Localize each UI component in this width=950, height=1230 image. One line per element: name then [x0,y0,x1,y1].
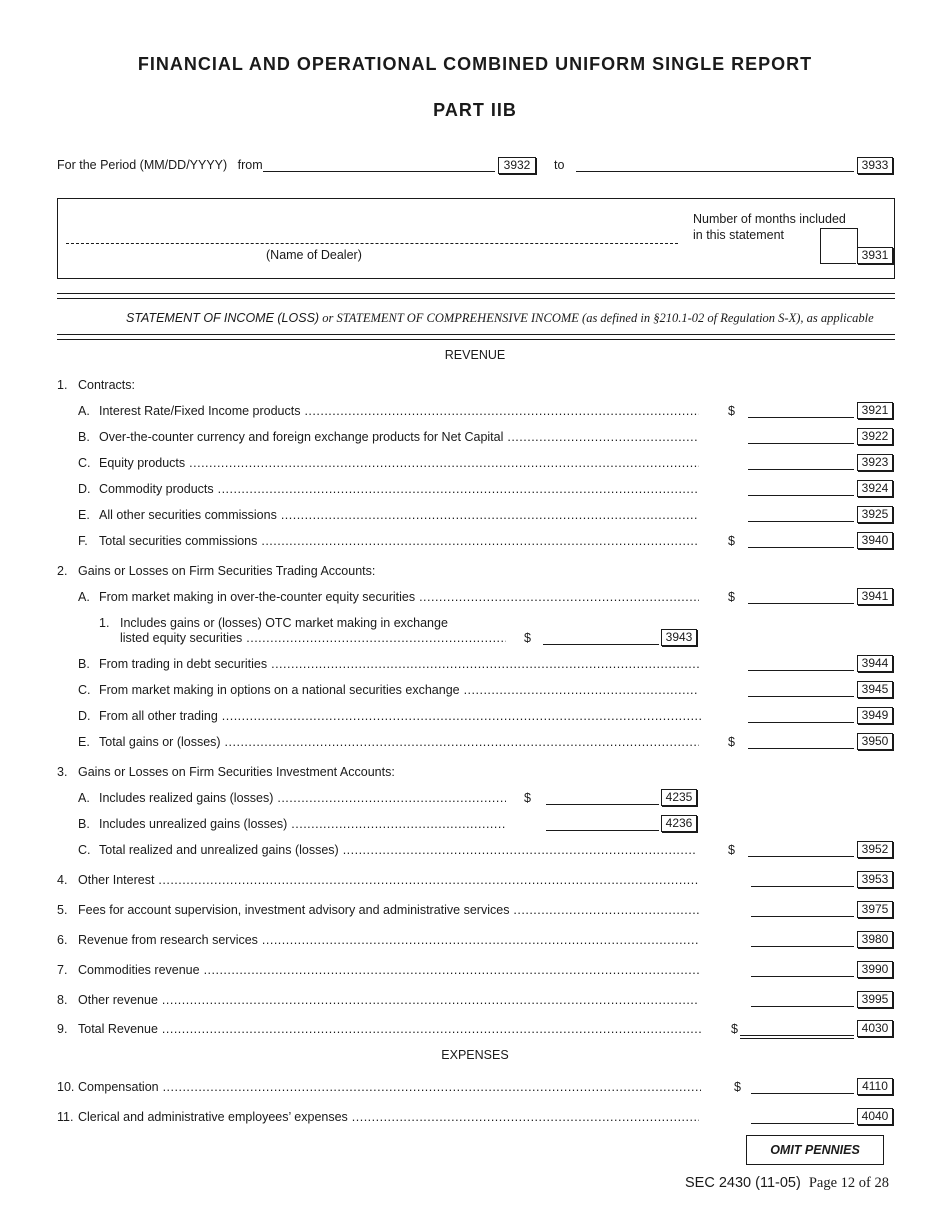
line-3945: C. From market making in options on a national securities exchange ..... 3945 [0,683,950,701]
amount-field[interactable] [748,495,854,496]
statement-title: STATEMENT OF INCOME (LOSS) or STATEMENT OF COMPREHENSIVE INCOME (as defined in §210.1-02 of Regulation S-X), as applicable [126,311,874,325]
line-3990: 7. Commodities revenue ..... 3990 [0,963,950,981]
section-trading-accounts: 2. Gains or Losses on Firm Securities Trading Accounts: [57,564,376,578]
divider [57,293,895,294]
amount-field[interactable] [748,722,854,723]
amount-field[interactable] [543,644,659,645]
period-to-field[interactable] [576,171,854,172]
line-4110: 10. Compensation ..... $ 4110 [0,1080,950,1098]
revenue-heading: REVENUE [444,348,506,362]
line-4040: 11. Clerical and administrative employees’ expenses ..... 4040 [0,1110,950,1128]
amount-field[interactable] [748,603,854,604]
line-3943: listed equity securities ..... $ 3943 [0,631,950,649]
period-to-code: 3933 [857,157,893,174]
amount-field[interactable] [748,417,854,418]
line-3925: E. All other securities commissions ..... 3925 [0,508,950,526]
amount-field[interactable] [751,946,854,947]
line-4236: B. Includes unrealized gains (losses) ..... 4236 [0,817,950,835]
subline-3943-label1: Includes gains or (losses) OTC market making in exchange [120,616,448,630]
amount-field[interactable] [748,696,854,697]
months-label-line1: Number of months included [693,212,846,226]
line-3941: A. From market making in over-the-counter equity securities ..... $ 3941 [0,590,950,608]
amount-field[interactable] [740,1035,854,1036]
amount-field[interactable] [748,856,854,857]
section-contracts: 1. Contracts: [57,378,135,392]
line-3953: 4. Other Interest ..... 3953 [0,873,950,891]
period-from-field[interactable] [263,171,495,172]
amount-field[interactable] [748,521,854,522]
divider [57,298,895,299]
period-from-code: 3932 [498,157,536,174]
period-label: For the Period (MM/DD/YYYY) from [57,158,263,172]
divider [57,339,895,340]
section-investment-accounts: 3. Gains or Losses on Firm Securities Investment Accounts: [57,765,395,779]
form-id: SEC 2430 (11-05) Page 12 of 28 [685,1175,889,1191]
months-label-line2: in this statement [693,228,785,242]
line-3944: B. From trading in debt securities ..... 3944 [0,657,950,675]
expenses-heading: EXPENSES [441,1048,509,1062]
omit-pennies-box: OMIT PENNIES [746,1135,884,1165]
period-to-label: to [554,158,565,172]
line-3923: C. Equity products ..... 3923 [0,456,950,474]
months-field[interactable] [820,228,858,264]
amount-field[interactable] [751,1006,854,1007]
line-3975: 5. Fees for account supervision, investment advisory and administrative services ..... 3975 [0,903,950,921]
divider [57,334,895,335]
line-4235: A. Includes realized gains (losses) ..... $ 4235 [0,791,950,809]
line-3950: E. Total gains or (losses) ..... $ 3950 [0,735,950,753]
amount-field[interactable] [751,976,854,977]
amount-field[interactable] [546,830,659,831]
line-3921: A. Interest Rate/Fixed Income products ..... $ 3921 [0,404,950,422]
dealer-name-field[interactable] [66,243,678,244]
part-title: PART IIB [433,100,517,120]
line-3949: D. From all other trading ..... 3949 [0,709,950,727]
line-3995: 8. Other revenue ..... 3995 [0,993,950,1011]
line-3940: F. Total securities commissions ..... $ 3940 [0,534,950,552]
line-3952: C. Total realized and unrealized gains (losses) ..... $ 3952 [0,843,950,861]
line-4030: 9. Total Revenue ..... $ 4030 [0,1022,950,1040]
dealer-name-label: (Name of Dealer) [266,248,362,262]
amount-field[interactable] [748,670,854,671]
subline-3943-num: 1. [99,616,110,630]
amount-field[interactable] [748,547,854,548]
amount-field[interactable] [751,1123,854,1124]
page-number: Page 12 of 28 [808,1175,889,1191]
report-title: FINANCIAL AND OPERATIONAL COMBINED UNIFORM SINGLE REPORT [137,54,813,74]
amount-field[interactable] [748,469,854,470]
amount-field[interactable] [748,748,854,749]
line-3922: B. Over-the-counter currency and foreign exchange products for Net Capital ..... 3922 [0,430,950,448]
line-3980: 6. Revenue from research services ..... 3980 [0,933,950,951]
amount-field[interactable] [751,886,854,887]
amount-field[interactable] [751,1093,854,1094]
months-code: 3931 [857,247,893,264]
amount-field[interactable] [751,916,854,917]
amount-field[interactable] [546,804,659,805]
amount-field[interactable] [748,443,854,444]
line-3924: D. Commodity products ..... 3924 [0,482,950,500]
